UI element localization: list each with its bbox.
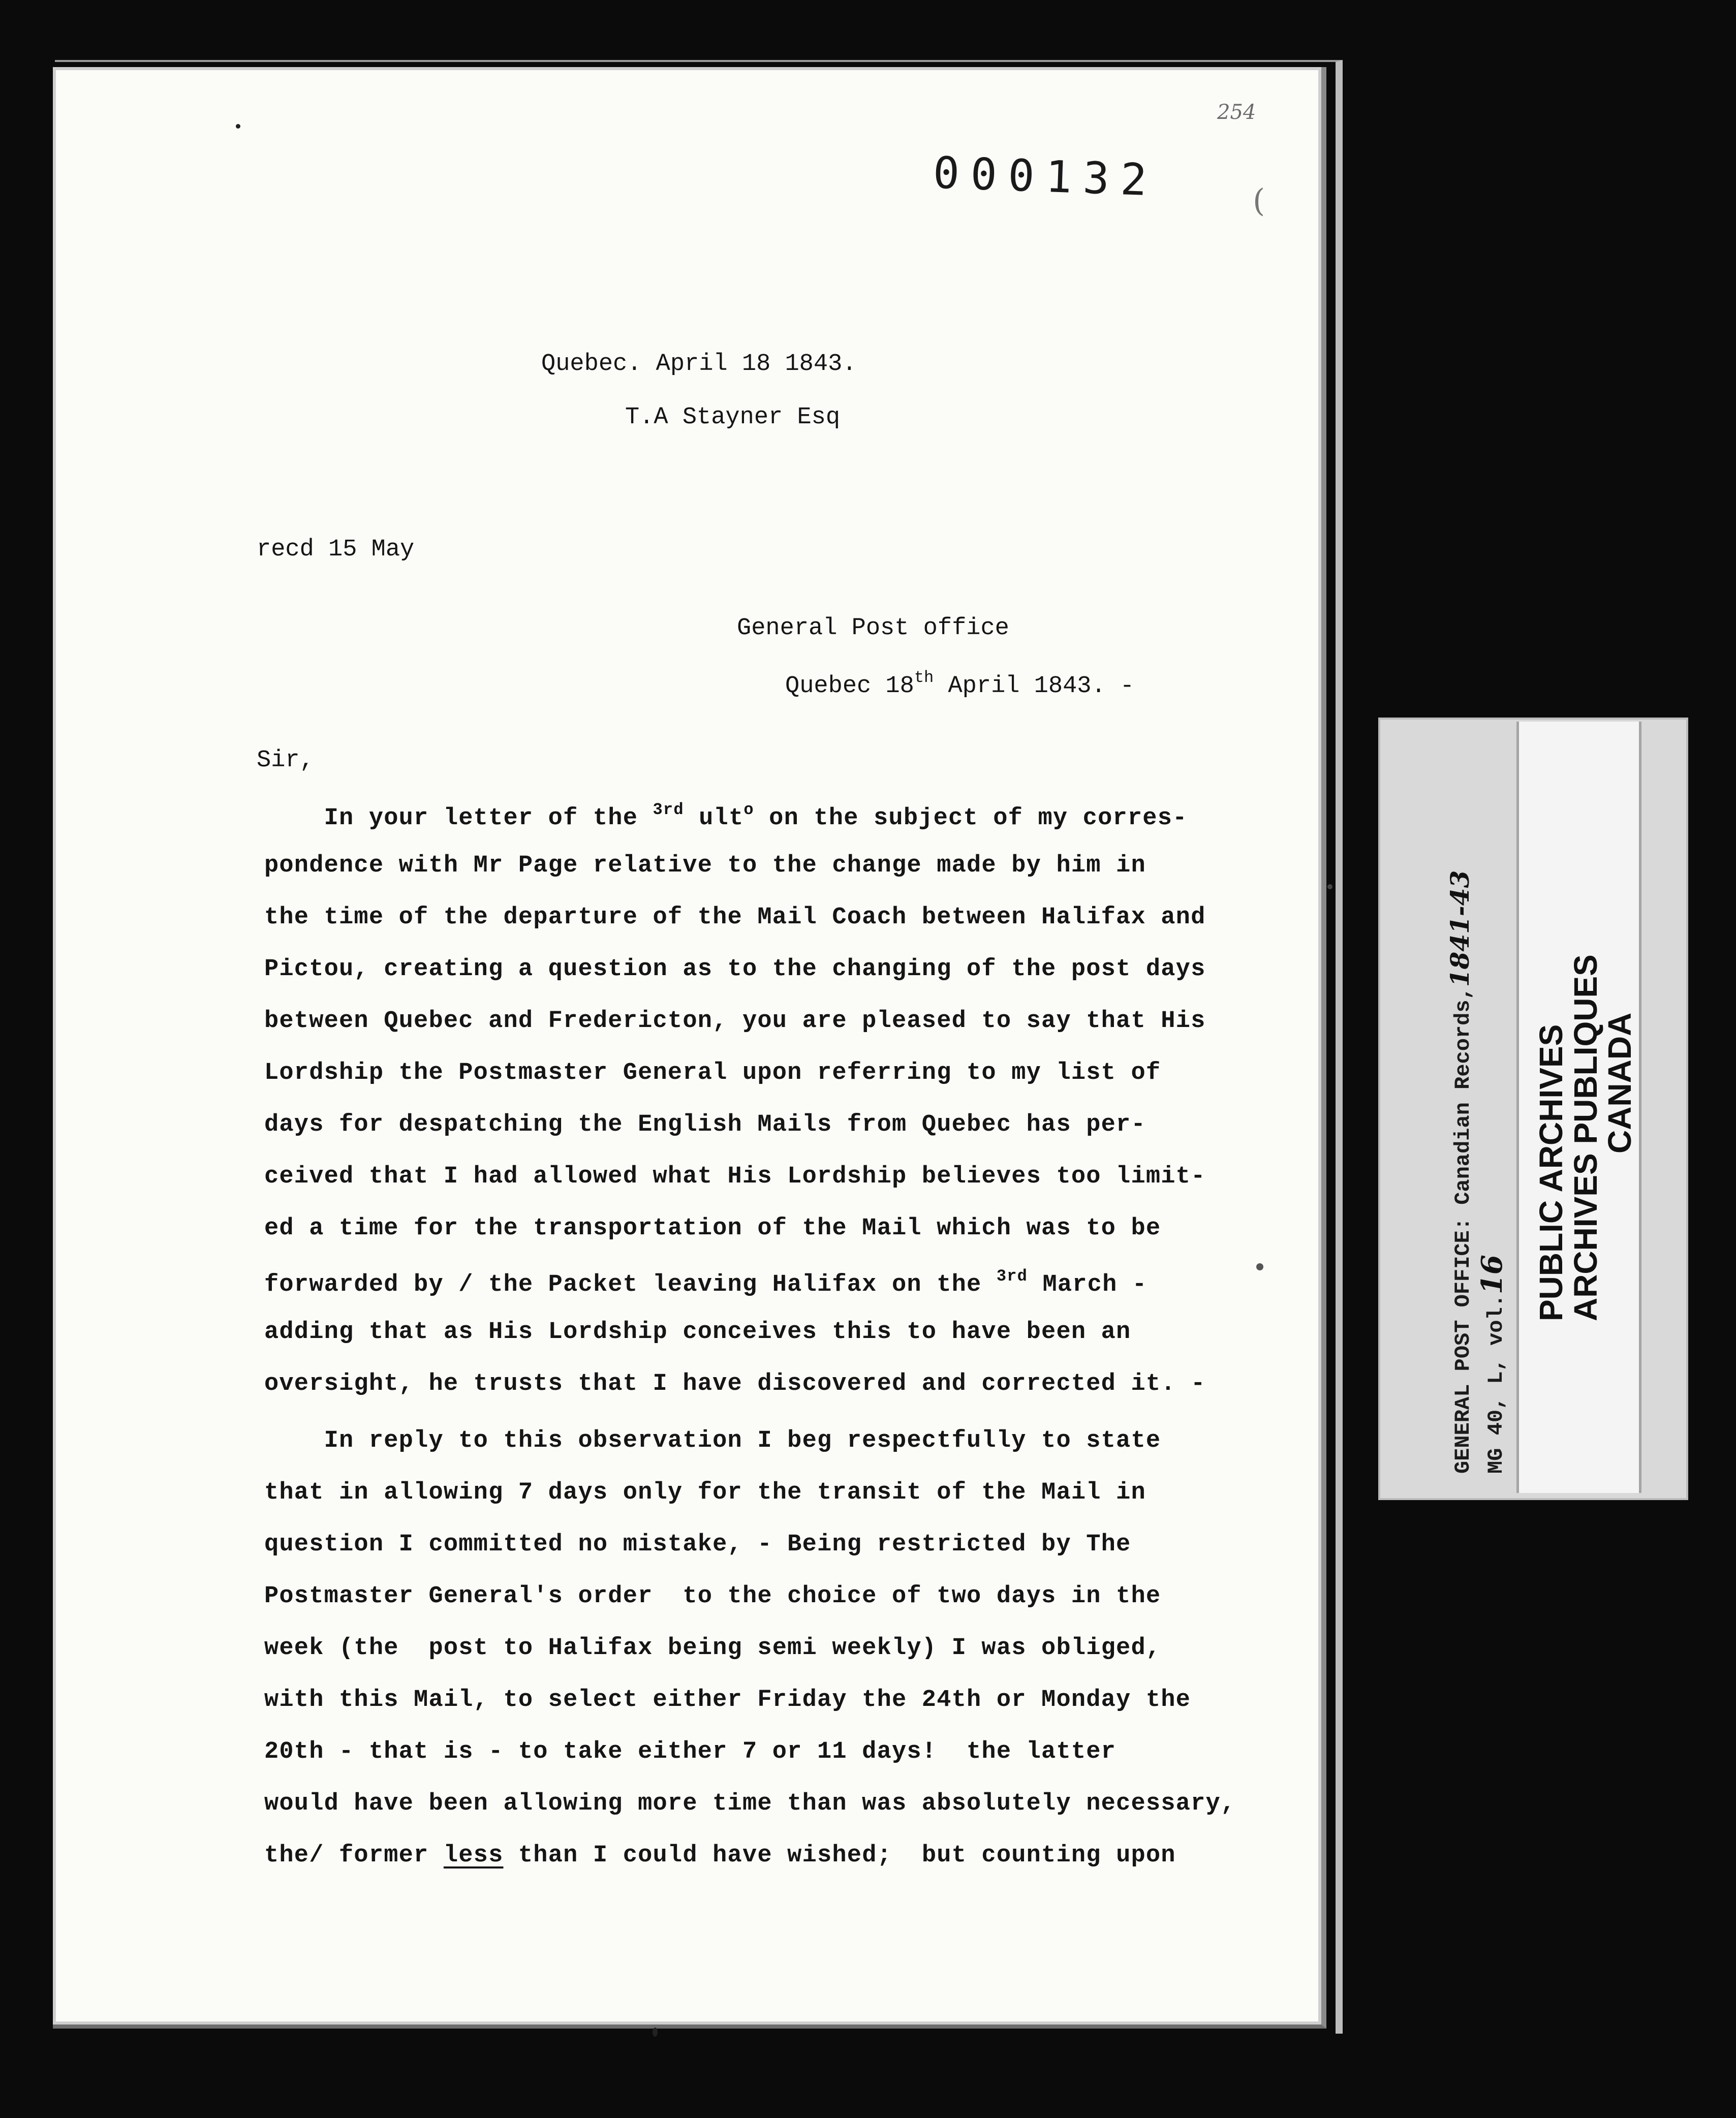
date-prefix: Quebec 18 — [785, 673, 914, 700]
body-line: question I committed no mistake, - Being restricted by The — [264, 1531, 1131, 1558]
body-text: than I could have wished; but counting upon — [503, 1842, 1176, 1869]
body-line: between Quebec and Fredericton, you are pleased to say that His — [264, 1008, 1206, 1035]
body-text: the/ former — [264, 1842, 444, 1869]
body-text: ult — [684, 805, 744, 832]
label-handwritten-volume: 16 — [1475, 1255, 1509, 1295]
document-stamp-number: 000132 — [932, 147, 1159, 206]
speck — [1256, 1263, 1263, 1270]
label-handwritten-years: 1841-43 — [1445, 870, 1475, 987]
speck — [1327, 884, 1332, 889]
folio-number: 254 — [1217, 101, 1256, 124]
label-typed-text: GENERAL POST OFFICE: Canadian Records, — [1451, 987, 1475, 1474]
label-typed-text: MG 40, L, vol. — [1484, 1294, 1508, 1474]
body-line: ed a time for the transportation of the Mail which was to be — [264, 1215, 1161, 1242]
body-line: Lordship the Postmaster General upon referring to my list of — [264, 1060, 1161, 1086]
body-line — [264, 1268, 1147, 1297]
body-line: Pictou, creating a question as to the changing of the post days — [264, 956, 1206, 983]
body-line: Postmaster General's order to the choice of two days in the — [264, 1583, 1161, 1610]
underlined-word: less — [443, 1842, 504, 1869]
body-line: would have been allowing more time than was absolutely necessary, — [264, 1790, 1236, 1817]
body-superscript: 3rd — [996, 1267, 1028, 1286]
date-line — [785, 670, 1134, 698]
archive-stamp-line-1: PUBLIC ARCHIVES — [1533, 1024, 1569, 1321]
body-text: on the subject of my corres- — [754, 805, 1188, 832]
received-note: recd 15 May — [257, 536, 415, 563]
body-line: pondence with Mr Page relative to the change made by him in — [264, 852, 1146, 879]
salutation: Sir, — [257, 747, 314, 774]
body-superscript: o — [743, 800, 754, 819]
heading-line-2: T.A Stayner Esq — [625, 404, 841, 431]
body-line: ceived that I had allowed what His Lordship believes too limit- — [264, 1163, 1206, 1190]
body-line — [264, 802, 1188, 830]
body-text: March - — [1028, 1271, 1148, 1298]
heading-line-1: Quebec. April 18 1843. — [541, 351, 857, 378]
body-line: In reply to this observation I beg respectfully to state — [264, 1427, 1161, 1454]
body-line: that in allowing 7 days only for the transit of the Mail in — [264, 1479, 1146, 1506]
office-line: General Post office — [737, 615, 1009, 642]
body-text: forwarded by / the Packet leaving Halifax on the — [264, 1271, 997, 1298]
body-line: days for despatching the English Mails from Quebec has per- — [264, 1111, 1146, 1138]
archive-label-line-2 — [1475, 1255, 1509, 1474]
body-line: oversight, he trusts that I have discovered and corrected it. - — [264, 1371, 1206, 1397]
body-superscript: 3rd — [653, 800, 684, 819]
date-superscript: th — [914, 668, 934, 687]
body-line: 20th - that is - to take either 7 or 11 days! the latter — [264, 1738, 1117, 1765]
body-line: with this Mail, to select either Friday the 24th or Monday the — [264, 1687, 1191, 1714]
archive-stamp-line-2: ARCHIVES PUBLIQUES — [1567, 954, 1604, 1321]
pencil-mark: ( — [1253, 182, 1265, 219]
speck — [236, 124, 240, 129]
body-text: In your letter of the — [264, 805, 653, 832]
archive-stamp-line-3: CANADA — [1601, 1012, 1638, 1154]
body-line — [264, 1844, 1176, 1867]
body-line: adding that as His Lordship conceives this to have been an — [264, 1319, 1131, 1346]
date-suffix: April 1843. - — [934, 673, 1135, 700]
body-line: week (the post to Halifax being semi weekly) I was obliged, — [264, 1635, 1161, 1662]
speck — [653, 2028, 658, 2037]
body-line: the time of the departure of the Mail Coach between Halifax and — [264, 904, 1206, 931]
archive-label-line-1 — [1447, 870, 1474, 1474]
